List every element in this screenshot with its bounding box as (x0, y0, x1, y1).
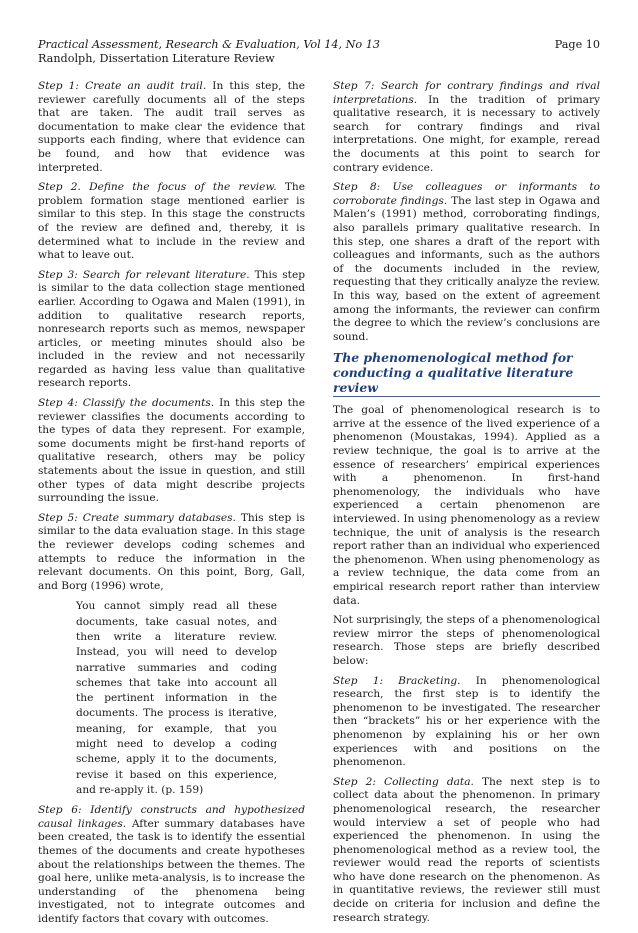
step-5-lead: Step 5: Create summary databases. (38, 511, 236, 524)
step-8-body: The last step in Ogawa and Malen’s (1991) method, corroborating findings, also parallels primary qualitative research. In this step, one shares a draft of the report with colleagues and informants, such as the authors of the documents included in the review, requesting that they critically analyze the review. In this way, based on the extent of agreement among the informants, the reviewer can confirm the degree to which the review’s conclusions are sound. (333, 194, 600, 343)
step-2-lead: Step 2. Define the focus of the review. (38, 181, 277, 194)
left-column (38, 80, 305, 933)
block-quote: You cannot simply read all these documents, take casual notes, and then write a literature review. Instead, you will need to develop narrative summaries and coding schemes that take into account all the pertinent information in the documents. The process is iterative, meaning, for example, that you might need to develop a coding scheme, apply it to the documents, revise it based on this experience, and re-apply it. (p. 159) (76, 600, 277, 796)
paragraph-step-8 (333, 181, 600, 344)
paragraph-phenomenology-goal: The goal of phenomenological research is to arrive at the essence of the lived experience of a phenomenon (Moustakas, 1994). Applied as a review technique, the goal is to arrive at the essence of researchers’ empirical experiences with a phenomenon. In first-hand phenomenology, the individuals who have experienced a certain phenomenon are interviewed. In using phenomenology as a review technique, the unit of analysis is the research report rather than an individual who experienced the phenomenon. When using phenomenology as a review technique, the data come from an empirical research report rather than interview data. (333, 404, 600, 607)
step-3-lead: Step 3: Search for relevant literature. (38, 268, 250, 281)
page-header (38, 38, 600, 66)
bracketing-lead: Step 1: Bracketing. (333, 674, 461, 687)
step-7-body: In the tradition of primary qualitative research, it is necessary to actively search for contrary findings and rival interpretations. One might, for example, reread the documents at this point to search for contrary evidence. (333, 93, 600, 174)
paragraph-step-6 (38, 804, 305, 926)
paragraph-step-7 (333, 80, 600, 175)
section-heading: The phenomenological method for conducting a qualitative literature review (333, 350, 600, 397)
step-6-body: After summary databases have been created, the task is to identify the essential themes of the documents and create hypotheses about the relationships between the themes. The goal here, unlike meta-analysis, is to increase the understanding of the phenomena being investigated, not to integrate outcomes and identify factors that covary with outcomes. (38, 817, 305, 925)
paragraph-collecting-data (333, 776, 600, 926)
paragraph-steps-intro: Not surprisingly, the steps of a phenomenological review mirror the steps of phenomenological research. Those steps are briefly described below: (333, 614, 600, 667)
paragraph-step-3 (38, 269, 305, 391)
paragraph-step-1 (38, 80, 305, 175)
step-8-lead: Step 8: Use colleagues or informants to corroborate findings. (333, 181, 600, 207)
step-7-lead: Step 7: Search for contrary findings and rival interpretations. (333, 80, 600, 106)
collecting-data-lead: Step 2: Collecting data. (333, 775, 474, 788)
journal-citation: Practical Assessment, Research & Evaluation, Vol 14, No 13 (38, 38, 380, 51)
author-title: Randolph, Dissertation Literature Review (38, 52, 275, 65)
step-2-body: The problem formation stage mentioned earlier is similar to this step. In this stage the constructs of the review are defined and, thereby, it is determined what to include in the review and what to leave out. (38, 181, 305, 262)
collecting-data-body: The next step is to collect data about the phenomenon. In primary phenomenological research, the researcher would interview a set of people who had experienced the phenomenon. In using the phenomenological method as a review tool, the reviewer would read the reports of scientists who have done research on the phenomenon. As in quantitative reviews, the reviewer still must decide on criteria for inclusion and define the research strategy. (333, 775, 600, 924)
step-5-body: This step is similar to the data evaluation stage. In this stage the reviewer develops coding schemes and attempts to reduce the information in the relevant documents. On this point, Borg, Gall, and Borg (1996) wrote, (38, 511, 305, 592)
step-6-lead: Step 6: Identify constructs and hypothesized causal linkages. (38, 804, 305, 830)
right-column (333, 80, 600, 931)
step-4-body: In this step the reviewer classifies the documents according to the types of data they represent. For example, some documents might be first-hand reports of qualitative research, others may be policy statements about the issue in question, and still other types of data might describe projects surrounding the issue. (38, 397, 305, 505)
paragraph-step-2 (38, 181, 305, 263)
paragraph-step-5 (38, 512, 305, 594)
page-number: Page 10 (554, 38, 600, 51)
step-1-body: In this step, the reviewer carefully documents all of the steps that are taken. The audit trail serves as documentation to make clear the evidence that supports each finding, where that evidence can be found, and how that evidence was interpreted. (38, 80, 305, 174)
step-4-lead: Step 4: Classify the documents. (38, 397, 215, 410)
bracketing-body: In phenomenological research, the first step is to identify the phenomenon to be investigated. The researcher then “brackets” his or her experience with the phenomenon by explaining his or her own experiences with and positions on the phenomenon. (333, 674, 601, 769)
step-3-body: This step is similar to the data collection stage mentioned earlier. According to Ogawa and Malen (1991), in addition to qualitative research reports, nonresearch reports such as memos, newspaper articles, or meeting minutes should also be included in the review and not necessarily regarded as having less value than qualitative research reports. (38, 268, 305, 390)
paragraph-bracketing (333, 675, 600, 770)
paragraph-step-4 (38, 397, 305, 506)
step-1-lead: Step 1: Create an audit trail. (38, 80, 207, 92)
